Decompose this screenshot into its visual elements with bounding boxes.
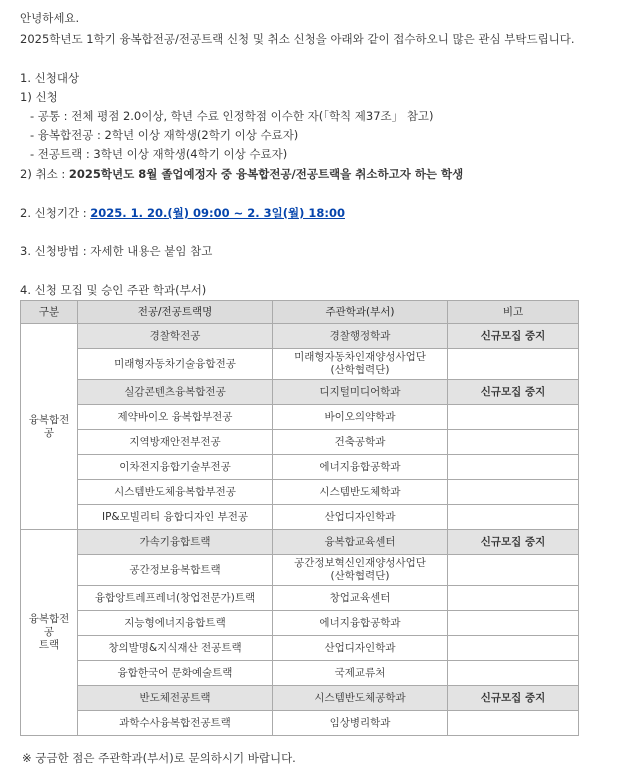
cancel-detail: 2025학년도 8월 졸업예정자 중 융복합전공/전공트랙을 취소하고자 하는 학생 — [68, 167, 464, 181]
header-note: 비고 — [448, 301, 579, 324]
table-row — [21, 711, 579, 736]
note-cell — [448, 505, 579, 530]
program-cell: IP&모빌리티 융합디자인 부전공 — [78, 505, 273, 530]
cancel-requirement — [20, 166, 463, 182]
table-row — [21, 530, 579, 555]
note-cell: 신규모집 중지 — [448, 380, 579, 405]
intro-text: 2025학년도 1학기 융복합전공/전공트랙 신청 및 취소 신청을 아래와 같이 접수하오니 많은 관심 부탁드립니다. — [20, 32, 575, 46]
program-cell: 경찰학전공 — [78, 324, 273, 349]
department-cell: 융복합교육센터 — [273, 530, 448, 555]
note-cell — [448, 455, 579, 480]
note-cell: 신규모집 중지 — [448, 530, 579, 555]
department-cell: 임상병리학과 — [273, 711, 448, 736]
table-row — [21, 405, 579, 430]
table-row — [21, 586, 579, 611]
program-cell: 가속기융합트랙 — [78, 530, 273, 555]
section-1-heading: 1. 신청대상 — [20, 71, 80, 85]
track-requirement: - 전공트랙 : 3학년 이상 재학생(4학기 이상 수료자) — [30, 147, 288, 161]
note-cell — [448, 430, 579, 455]
table-row — [21, 430, 579, 455]
program-cell: 지능형에너지융합트랙 — [78, 611, 273, 636]
table-row — [21, 324, 579, 349]
convergence-major-requirement: - 융복합전공 : 2학년 이상 재학생(2학기 이상 수료자) — [30, 128, 299, 142]
program-cell: 시스템반도체융복합부전공 — [78, 480, 273, 505]
department-cell: 에너지융합공학과 — [273, 611, 448, 636]
note-cell: 신규모집 중지 — [448, 324, 579, 349]
table-row — [21, 636, 579, 661]
program-cell: 반도체전공트랙 — [78, 686, 273, 711]
note-cell — [448, 711, 579, 736]
header-program: 전공/전공트랙명 — [78, 301, 273, 324]
program-cell: 공간정보융복합트랙 — [78, 555, 273, 586]
program-cell: 융합한국어 문화예술트랙 — [78, 661, 273, 686]
table-row — [21, 480, 579, 505]
department-cell: 산업디자인학과 — [273, 505, 448, 530]
department-cell: 시스템반도체공학과 — [273, 686, 448, 711]
table-header-row — [21, 301, 579, 324]
period-link[interactable]: 2025. 1. 20.(월) 09:00 ~ 2. 3일(월) 18:00 — [90, 206, 345, 220]
department-cell: 바이오의약학과 — [273, 405, 448, 430]
department-cell: 에너지융합공학과 — [273, 455, 448, 480]
department-cell: 미래형자동차인재양성사업단 (산학협력단) — [273, 349, 448, 380]
note-cell — [448, 405, 579, 430]
group-convergence-track: 융복합전 공 트랙 — [21, 530, 78, 736]
note-cell — [448, 611, 579, 636]
note-cell — [448, 349, 579, 380]
note-cell — [448, 636, 579, 661]
program-cell: 미래형자동차기술융합전공 — [78, 349, 273, 380]
program-cell: 창의발명&지식재산 전공트랙 — [78, 636, 273, 661]
table-body — [21, 324, 579, 736]
common-requirement: - 공통 : 전체 평점 2.0이상, 학년 수료 인정학점 이수한 자(「학칙 제37조」 참고) — [30, 109, 434, 123]
department-cell: 경찰행정학과 — [273, 324, 448, 349]
table-row — [21, 661, 579, 686]
department-cell: 산업디자인학과 — [273, 636, 448, 661]
header-category: 구분 — [21, 301, 78, 324]
table-row — [21, 555, 579, 586]
group-convergence-major: 융복합전 공 — [21, 324, 78, 530]
department-table — [20, 300, 579, 736]
note-cell — [448, 480, 579, 505]
section-1-1-heading: 1) 신청 — [20, 90, 58, 104]
department-cell: 공간정보혁신인재양성사업단 (산학협력단) — [273, 555, 448, 586]
application-method: 3. 신청방법 : 자세한 내용은 붙임 참고 — [20, 244, 213, 258]
cancel-prefix: 2) 취소 : — [20, 167, 69, 181]
program-cell: 지역방재안전부전공 — [78, 430, 273, 455]
footer-note: ※ 궁금한 점은 주관학과(부서)로 문의하시기 바랍니다. — [22, 751, 296, 765]
department-cell: 국제교류처 — [273, 661, 448, 686]
application-period — [20, 205, 345, 221]
period-prefix: 2. 신청기간 : — [20, 206, 91, 220]
greeting-text: 안녕하세요. — [20, 11, 80, 25]
program-cell: 실감콘텐츠융복합전공 — [78, 380, 273, 405]
header-department: 주관학과(부서) — [273, 301, 448, 324]
section-4-heading: 4. 신청 모집 및 승인 주관 학과(부서) — [20, 283, 207, 297]
department-cell: 창업교육센터 — [273, 586, 448, 611]
table-row — [21, 349, 579, 380]
table-row — [21, 380, 579, 405]
table-row — [21, 505, 579, 530]
program-cell: 과학수사융복합전공트랙 — [78, 711, 273, 736]
note-cell — [448, 555, 579, 586]
department-cell: 건축공학과 — [273, 430, 448, 455]
department-cell: 시스템반도체학과 — [273, 480, 448, 505]
note-cell — [448, 586, 579, 611]
note-cell: 신규모집 중지 — [448, 686, 579, 711]
table-row — [21, 611, 579, 636]
department-cell: 디지털미디어학과 — [273, 380, 448, 405]
table-row — [21, 686, 579, 711]
note-cell — [448, 661, 579, 686]
program-cell: 이차전지융합기술부전공 — [78, 455, 273, 480]
program-cell: 제약바이오 융복합부전공 — [78, 405, 273, 430]
program-cell: 융합앙트레프레너(창업전문가)트랙 — [78, 586, 273, 611]
table-row — [21, 455, 579, 480]
